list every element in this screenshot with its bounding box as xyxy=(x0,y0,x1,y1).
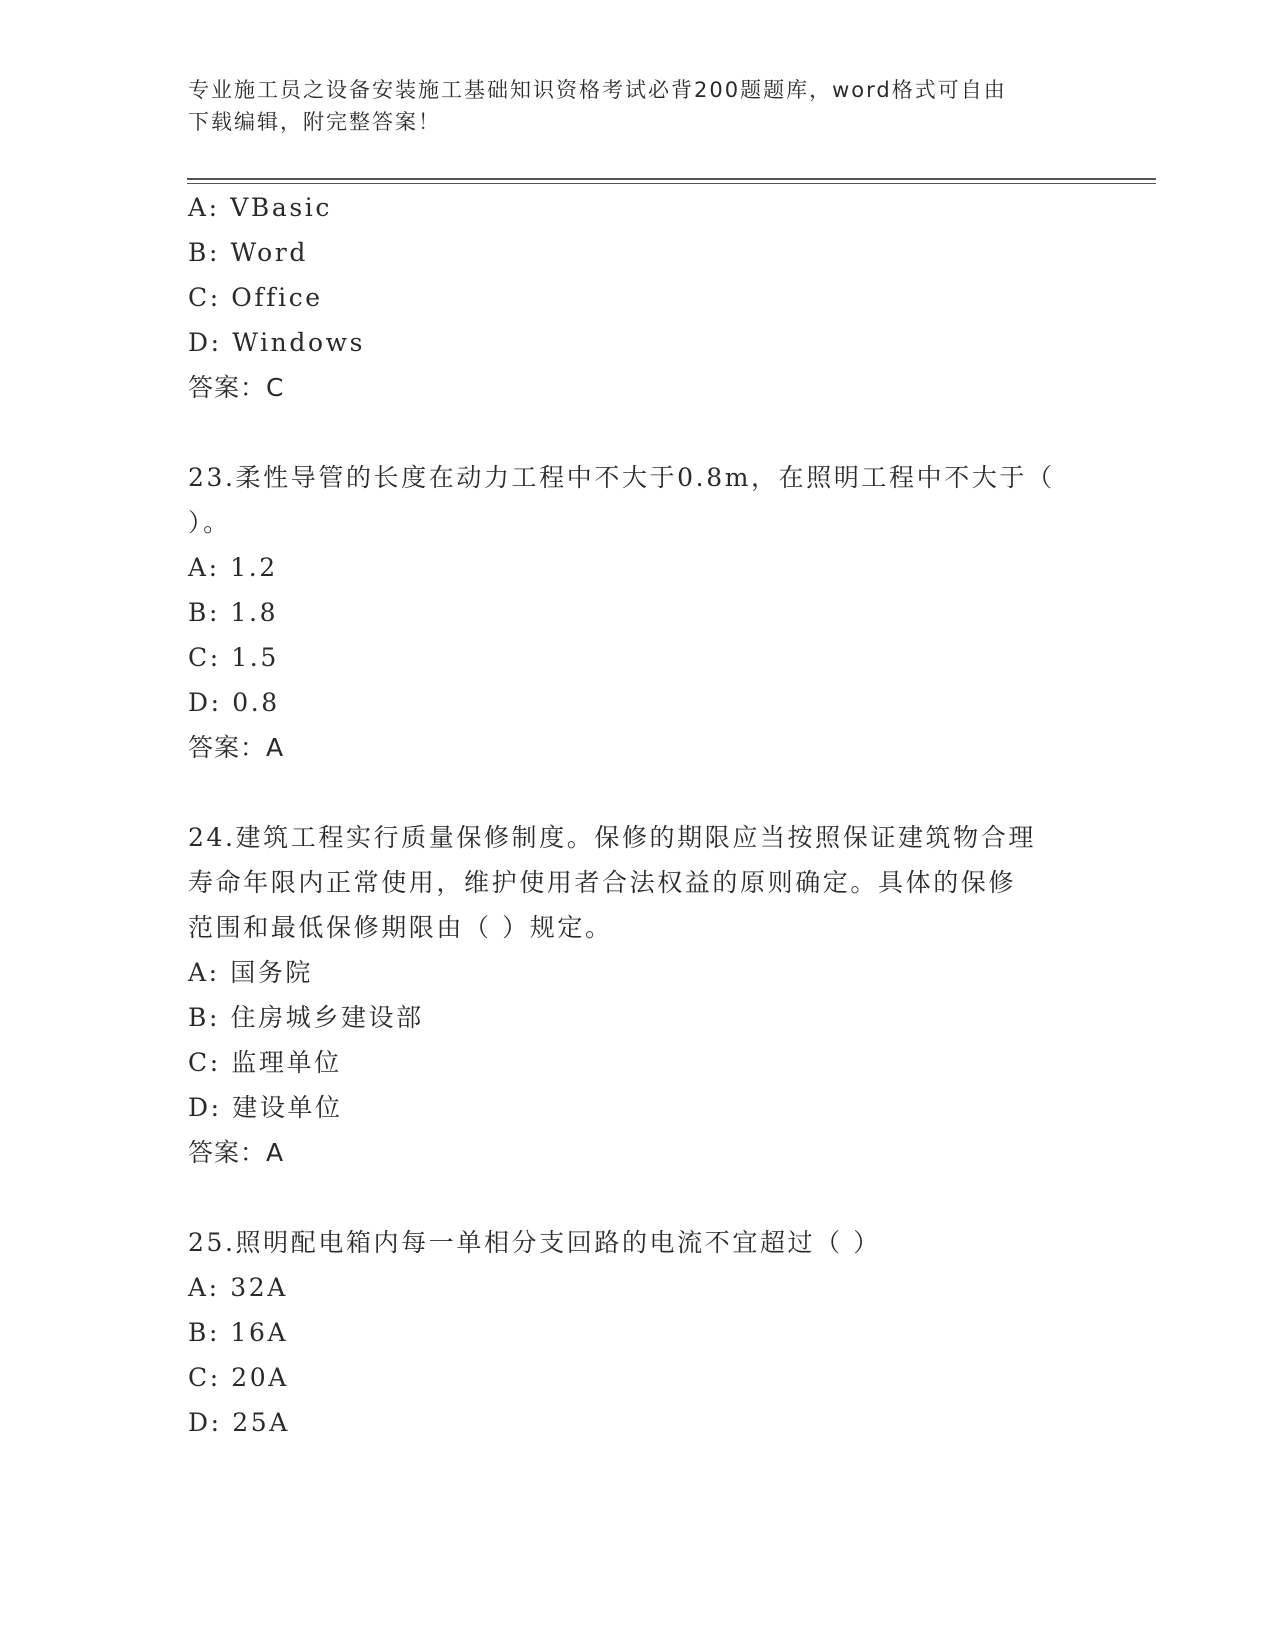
header-line-2: 下载编辑，附完整答案！ xyxy=(188,110,441,134)
question-stem-line: 23.柔性导管的长度在动力工程中不大于0.8m，在照明工程中不大于（ xyxy=(188,463,1055,492)
option-d: D: 建设单位 xyxy=(188,1093,343,1122)
question-stem-line: 25.照明配电箱内每一单相分支回路的电流不宜超过（ ） xyxy=(188,1228,881,1257)
question-stem-line: 范围和最低保修期限由（ ）规定。 xyxy=(188,913,613,942)
option-a: A: 32A xyxy=(188,1273,288,1302)
option-c: C: 1.5 xyxy=(188,643,279,672)
header-line-1: 专业施工员之设备安装施工基础知识资格考试必背200题题库，word格式可自由 xyxy=(188,78,1007,102)
option-b: B: 1.8 xyxy=(188,598,279,627)
answer: 答案：A xyxy=(188,733,285,762)
answer: 答案：A xyxy=(188,1138,285,1167)
question-stem-line: 24.建筑工程实行质量保修制度。保修的期限应当按照保证建筑物合理 xyxy=(188,823,1036,852)
option-c: C: 20A xyxy=(188,1363,289,1392)
question-stem-line: ）。 xyxy=(188,508,231,537)
question-stem-line: 寿命年限内正常使用，维护使用者合法权益的原则确定。具体的保修 xyxy=(188,868,1017,897)
option-b: B: Word xyxy=(188,238,308,267)
option-c: C: Office xyxy=(188,283,323,312)
option-a: A: 国务院 xyxy=(188,958,314,987)
option-d: D: Windows xyxy=(188,328,366,357)
option-b: B: 住房城乡建设部 xyxy=(188,1003,424,1032)
answer: 答案：C xyxy=(188,373,285,402)
document-header xyxy=(188,74,1068,138)
option-c: C: 监理单位 xyxy=(188,1048,342,1077)
option-b: B: 16A xyxy=(188,1318,289,1347)
option-d: D: 25A xyxy=(188,1408,290,1437)
option-d: D: 0.8 xyxy=(188,688,280,717)
option-a: A: VBasic xyxy=(188,193,332,222)
header-divider xyxy=(187,178,1156,184)
option-a: A: 1.2 xyxy=(188,553,278,582)
